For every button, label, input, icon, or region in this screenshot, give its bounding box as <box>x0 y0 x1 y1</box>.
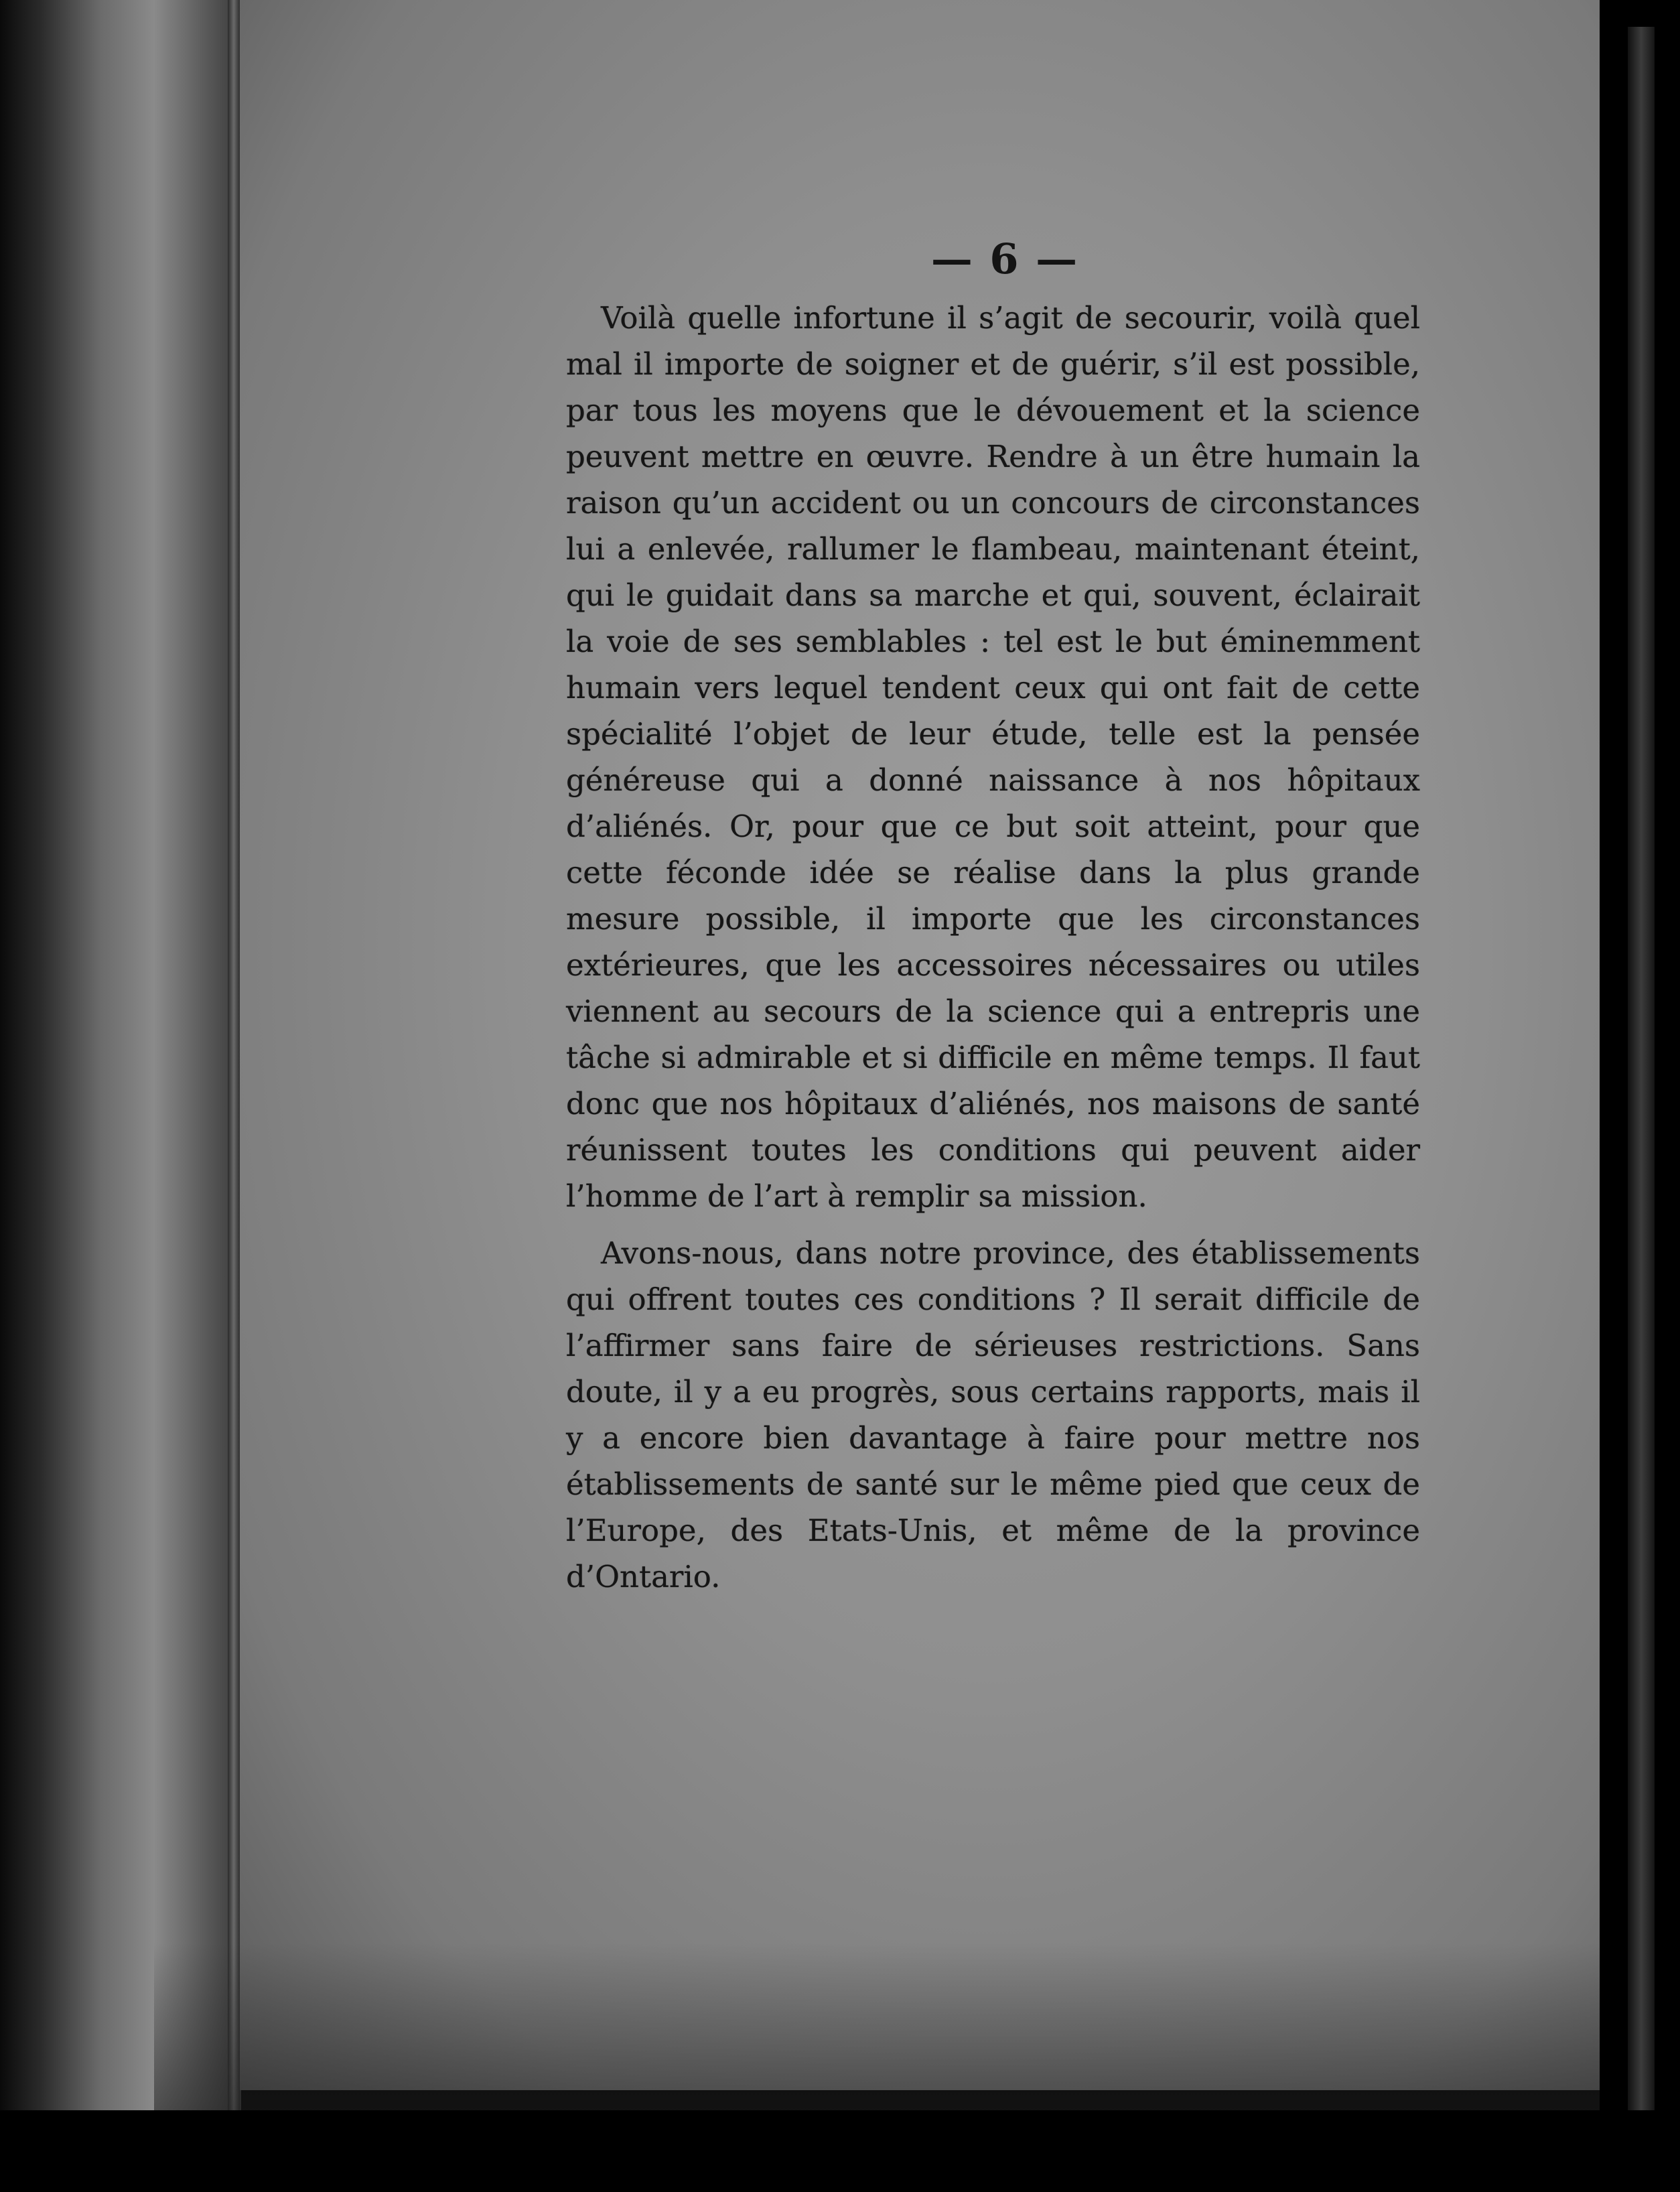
bottom-dark-border <box>0 2110 1680 2192</box>
body-text <box>566 295 1420 1611</box>
paragraph-2: Avons-nous, dans notre province, des établissements qui offrent toutes ces conditions ? Il serait difficile de l’affirmer sans faire de sérieuses restrictions. Sans doute, il y a eu progrès, sous certains rapports, mais il y a encore bien davantage à faire pour mettre nos établissements de santé sur le même pied que ceux de l’Europe, des Etats-Unis, et même de la province d’Ontario. <box>566 1235 1420 1594</box>
paragraph-1: Voilà quelle infortune il s’agit de secourir, voilà quel mal il importe de soigner et de guérir, s’il est possible, par tous les moyens que le dévouement et la science peuvent mettre en œuvre. Rendre à un être humain la raison qu’un accident ou un concours de circonstances lui a enlevée, rallumer le flambeau, maintenant éteint, qui le guidait dans sa marche et qui, souvent, éclairait la voie de ses semblables : tel est le but éminemment humain vers lequel tendent ceux qui ont fait de cette spécialité l’objet de leur étude, telle est la pensée généreuse qui a donné naissance à nos hôpitaux d’aliénés. Or, pour que ce but soit atteint, pour que cette féconde idée se réalise dans la plus grande mesure possible, il importe que les circonstances extérieures, que les accessoires nécessaires ou utiles viennent au secours de la science qui a entrepris une tâche si admirable et si difficile en même temps. Il faut donc que nos hôpitaux d’aliénés, nos maisons de santé réunissent toutes les conditions qui peuvent aider l’homme de l’art à remplir sa mission. <box>566 300 1420 1214</box>
bottom-shadow <box>154 1943 1601 2110</box>
page-number: — 6 — <box>930 234 1079 283</box>
right-page-edge <box>1628 27 1655 2171</box>
book-spine-edge <box>228 0 240 2130</box>
left-margin-shadow <box>0 0 241 2192</box>
